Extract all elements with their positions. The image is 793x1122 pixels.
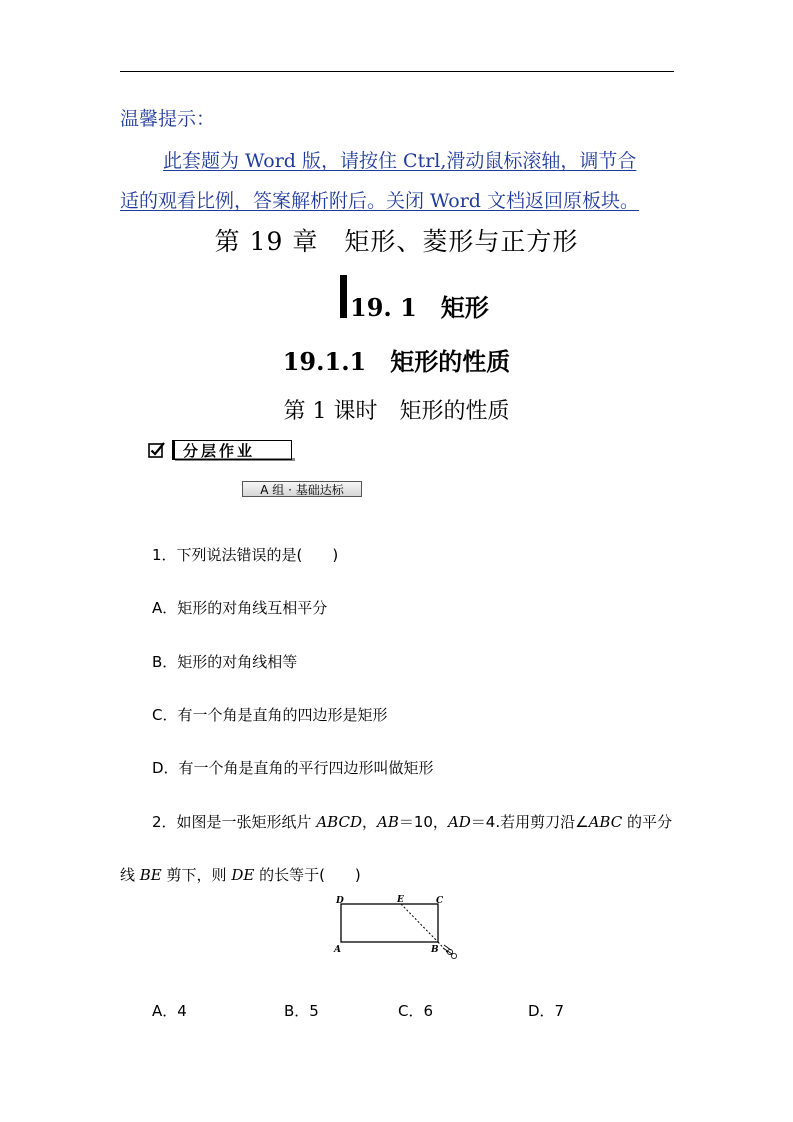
q2-line2-c: 的长等于( ) (254, 866, 361, 884)
section-marker-bar (340, 275, 347, 318)
rectangle-diagram (330, 893, 460, 963)
header-rule (120, 71, 674, 72)
q2-sep1: ， (361, 813, 377, 831)
hint-line-1[interactable]: 此套题为 Word 版，请按住 Ctrl,滑动鼠标滚轴，调节合 (163, 150, 637, 172)
q2-option-a: A．4 (152, 1002, 187, 1020)
label-e: E (397, 895, 404, 905)
label-c: C (436, 896, 444, 906)
q2-ab: AB (376, 813, 399, 831)
q1-stem: 1．下列说法错误的是( ) (152, 546, 339, 564)
subsection-title: 19.1.1 矩形的性质 (282, 347, 511, 376)
q2-ad: AD (447, 813, 471, 831)
q2-option-b: B．5 (284, 1002, 319, 1020)
q2-ad-val: ＝4.若用剪刀沿∠ (470, 813, 589, 831)
hint-line-2[interactable]: 适的观看比例，答案解析附后。关闭 Word 文档返回原板块。 (120, 190, 640, 212)
q2-be: BE (139, 866, 162, 884)
q2-stem-line2 (120, 864, 361, 885)
label-a: A (334, 945, 341, 955)
scissors-icon (443, 945, 457, 959)
q2-option-d: D．7 (528, 1002, 565, 1020)
label-d: D (336, 896, 344, 906)
q1-option-d: D．有一个角是直角的平行四边形叫做矩形 (152, 759, 434, 777)
group-badge: A 组 · 基础达标 (242, 481, 362, 497)
q2-option-c: C．6 (398, 1002, 434, 1020)
chapter-title: 第 19 章 矩形、菱形与正方形 (214, 227, 579, 256)
section-title: 19. 1 矩形 (350, 293, 489, 322)
checkbox-checked-icon (148, 441, 166, 459)
q2-ab-val: ＝10， (398, 813, 448, 831)
q2-line2-b: 剪下，则 (161, 866, 232, 884)
q2-abc: ABC (588, 813, 623, 831)
homework-banner: 分层作业 (172, 440, 292, 460)
q2-line2-a: 线 (120, 866, 140, 884)
q1-option-a: A．矩形的对角线互相平分 (152, 599, 328, 617)
q1-option-c: C．有一个角是直角的四边形是矩形 (152, 706, 388, 724)
q2-stem-line1 (152, 811, 672, 832)
q2-prefix: 2．如图是一张矩形纸片 (152, 813, 317, 831)
hint-title: 温馨提示： (120, 108, 216, 130)
q2-abcd: ABCD (316, 813, 362, 831)
label-b: B (431, 945, 439, 955)
q2-de: DE (231, 866, 255, 884)
q2-suffix1: 的平分 (622, 813, 672, 831)
q1-option-b: B．矩形的对角线相等 (152, 653, 298, 671)
lesson-title: 第 1 课时 矩形的性质 (283, 399, 510, 424)
